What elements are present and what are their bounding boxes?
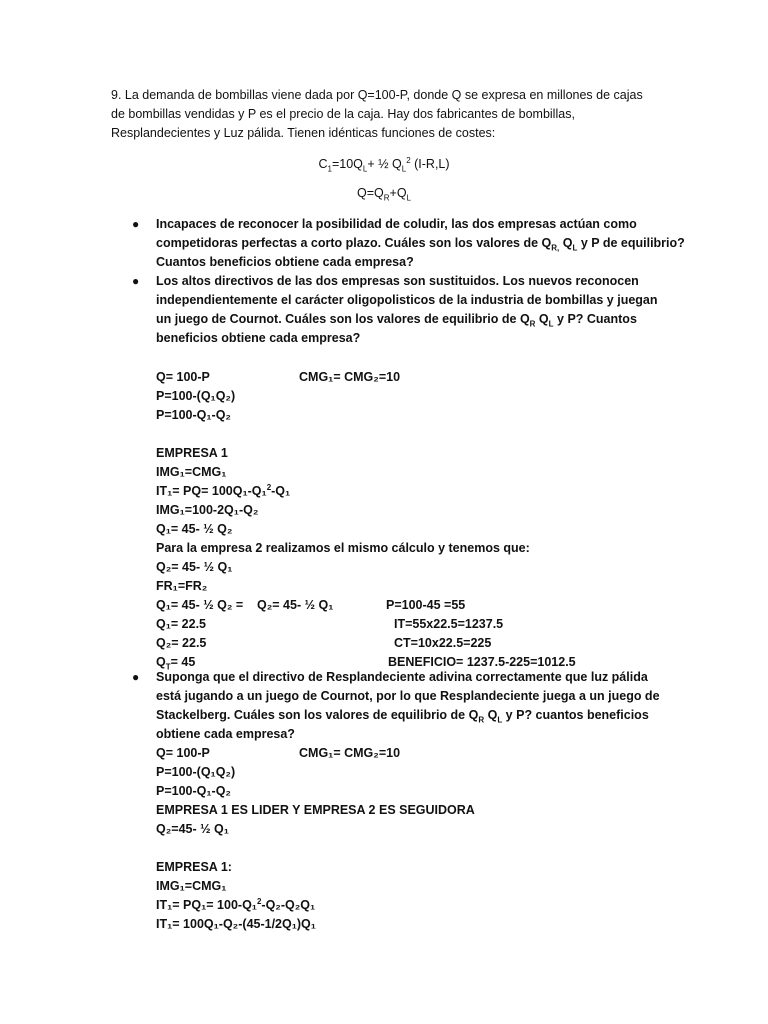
cournot-solution: Q= 100-P CMG₁= CMG₂=10 P=100-(Q₁Q₂) P=100-Q₁-Q₂ EMPRESA 1 IMG₁=CMG₁ IT₁= PQ= 100Q₁-Q₁$^2$-Q₁ IMG₁=100-2Q₁-Q₂ Q₁= 45- ½ Q₂ Para la empresa 2 realizamos el mismo cálculo y tenemos que: Q₂= 45- ½ Q₁ FR₁=FR₂ Q₁= 45- ½ Q₂ = Q₂= 45- ½ Q₁ P=100-45 =55 Q₁= 22.5 IT=55x22.5=1237.5 Q₂= 22.5 CT=10x22.5=225 $Q_T= 45$ BENEFICIO= 1237.5-225=1012.5 [156, 370, 576, 672]
question-list [110, 215, 690, 348]
cost-function-formula: $C_1=10Q_L+$ ½ $Q_L^2$ (I-R,L) [318, 155, 450, 174]
problem-line-3: Resplandecientes y Luz pálida. Tienen idénticas funciones de costes: [111, 126, 496, 140]
question-1: ● Incapaces de reconocer la posibilidad de coludir, las dos empresas actúan como competidoras perfectas a corto plazo. Cuáles son los valores de $Q_{R,}$ $Q_L$ y P de equilibrio? Cuantos beneficios obtiene cada empresa? [132, 217, 685, 269]
problem-line-1: 9. La demanda de bombillas viene dada por Q=100-P, donde Q se expresa en millones de cajas [111, 88, 643, 102]
question-3: ● Suponga que el directivo de Resplandeciente adivina correctamente que luz pálida está jugando a un juego de Cournot, por lo que Resplandeciente juega a un juego de Stackelberg. Cuáles son los valores de equilibrio de $Q_R$ $Q_L$ y P? cuantos beneficios obtiene cada empresa? [132, 670, 660, 741]
bullet-icon: ● [132, 274, 140, 288]
quantity-sum-formula: $Q=Q_R+Q_L$ [356, 186, 411, 203]
question-3-block [110, 668, 690, 744]
stackelberg-solution: Q= 100-P CMG₁= CMG₂=10 P=100-(Q₁Q₂) P=100-Q₁-Q₂ EMPRESA 1 ES LIDER Y EMPRESA 2 ES SEGUIDORA Q₂=45- ½ Q₁ EMPRESA 1: IMG₁=CMG₁ IT₁= PQ₁= 100-Q₁$^2$-Q₂-Q₂Q₁ IT₁= 100Q₁-Q₂-(45-1/2Q₁)Q₁ [156, 746, 475, 931]
problem-line-2: de bombillas vendidas y P es el precio de la caja. Hay dos fabricantes de bombillas, [111, 107, 575, 121]
question-2: ● Los altos directivos de las dos empresas son sustituidos. Los nuevos reconocen independientemente el carácter oligopolisticos de la industria de bombillas y juegan un juego de Cournot. Cuáles son los valores de equilibrio de $Q_R$ $Q_L$ y P? Cuantos beneficios obtiene cada empresa? [132, 274, 658, 345]
bullet-icon: ● [132, 217, 140, 231]
bullet-icon: ● [132, 670, 140, 684]
problem-statement [111, 86, 671, 143]
